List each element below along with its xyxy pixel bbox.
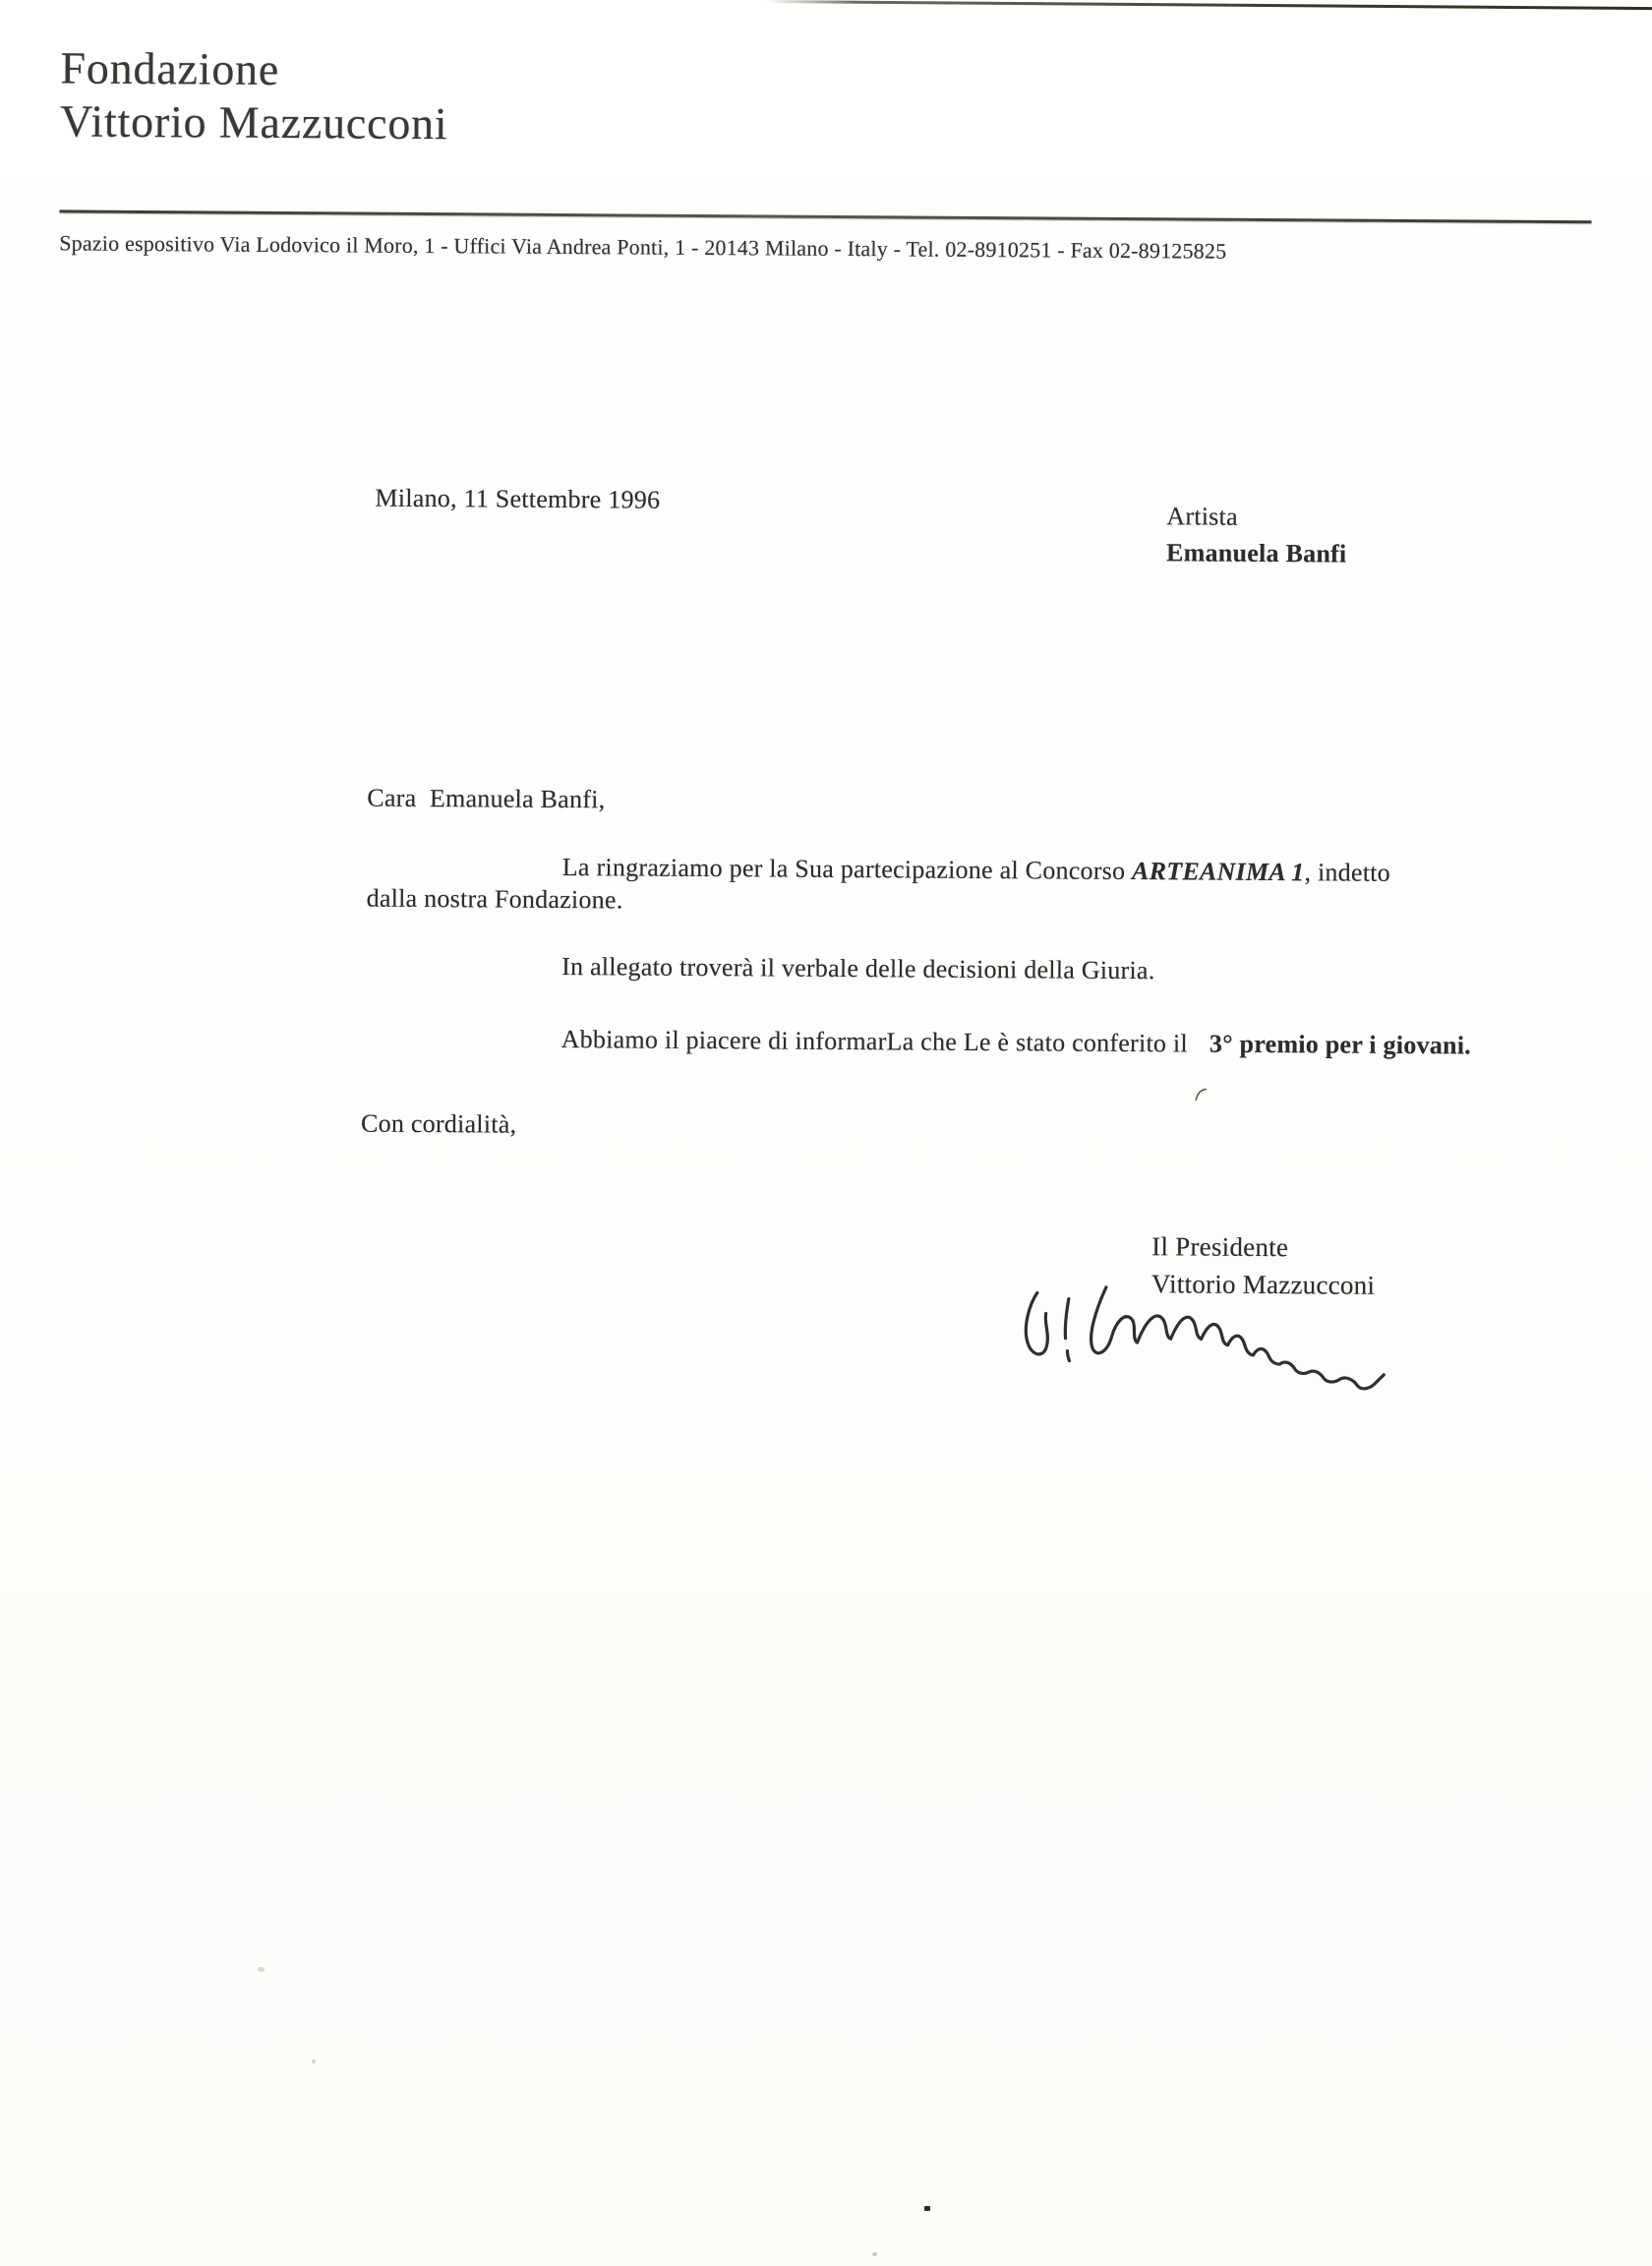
- letterhead-divider: [59, 209, 1591, 223]
- scan-speck: [312, 2059, 316, 2063]
- organization-name: [60, 41, 448, 150]
- paragraph-attachment: In allegato troverà il verbale delle decisioni della Giuria.: [561, 952, 1155, 985]
- salutation: Cara Emanuela Banfi,: [367, 783, 606, 814]
- closing-salutation: Con cordialità,: [360, 1108, 517, 1139]
- paragraph-thanks-text-end: , indetto: [1304, 858, 1391, 887]
- paragraph-thanks-line2: dalla nostra Fondazione.: [366, 883, 623, 915]
- scan-speck: [872, 2252, 877, 2256]
- recipient-block: [1166, 498, 1347, 571]
- dateline: Milano, 11 Settembre 1996: [375, 483, 661, 514]
- signer-name: Vittorio Mazzucconi: [1150, 1269, 1376, 1300]
- organization-name-line2: Vittorio Mazzucconi: [59, 95, 448, 149]
- handwritten-signature-icon: [1021, 1273, 1445, 1413]
- letterhead-address: Spazio espositivo Via Lodovico il Moro, 1 - Uffici Via Andrea Ponti, 1 - 20143 Milano - Italy - Tel. 02-8910251 - Fax 02-89125825: [59, 230, 1227, 264]
- paragraph-thanks-line1: [562, 851, 1390, 889]
- contest-name: ARTEANIMA 1: [1131, 857, 1305, 887]
- paragraph-thanks-text: La ringraziamo per la Sua partecipazione al Concorso: [561, 853, 1133, 886]
- paragraph-award-text: Abbiamo il piacere di informarLa che Le è stato conferito il: [560, 1025, 1189, 1058]
- organization-name-line1: Fondazione: [60, 42, 280, 94]
- award-title: 3° premio per i giovani.: [1209, 1029, 1472, 1060]
- paragraph-award: [561, 1025, 1472, 1060]
- signer-role: Il Presidente: [1151, 1231, 1289, 1263]
- stray-pen-mark: [1194, 1087, 1208, 1103]
- scan-speck: [924, 2206, 930, 2211]
- paragraph-thanks: [367, 850, 1391, 922]
- recipient-name: Emanuela Banfi: [1166, 538, 1347, 568]
- recipient-label: Artista: [1166, 502, 1238, 531]
- scan-speck: [258, 1967, 265, 1972]
